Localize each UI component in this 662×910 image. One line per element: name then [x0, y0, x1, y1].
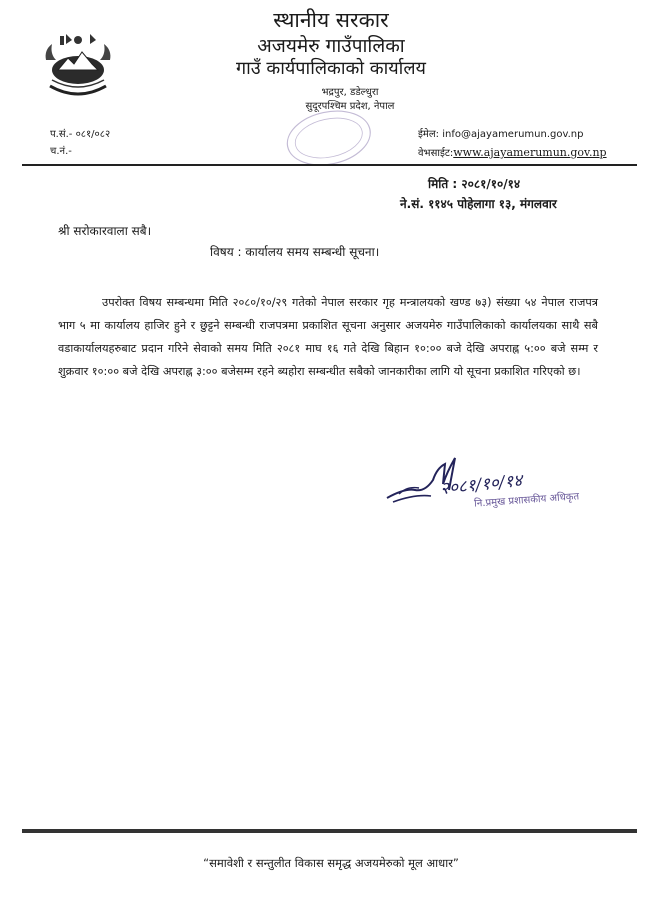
letter-date: मिति : २०८१/१०/१४ [428, 177, 521, 191]
header-office-name: गाउँ कार्यपालिकाको कार्यालय [236, 58, 426, 79]
email-label: ईमेल: [418, 129, 440, 140]
email-address[interactable]: info@ajayamerumun.gov.np [442, 129, 584, 140]
letter-body: उपरोक्त विषय सम्बन्धमा मिति २०८०/१०/२९ गतेको नेपाल सरकार गृह मन्त्रालयको खण्ड ७३) संख्या ५४ नेपाल राजपत्र भाग ५ मा कार्यालय हाजिर हुने र छुट्टने सम्बन्धी राजपत्रमा प्रकाशित सूचना अनुसार अजयमेरु गाउँपालिकाको कार्यालयका साथै सबै वडाकार्यालयहरुबाट प्रदान गरिने सेवाको समय मिति २०८१ माघ १६ गते देखि बिहान १०:०० बजे देखि अपराह्न ५:०० बजे सम्म र शुक्रवार १०:०० बजे देखि अपराह्न ३:०० बजेसम्म रहने ब्यहोरा सम्बन्धीत सबैको जानकारीका लागि यो सूचना प्रकाशित गरिएको छ। [58, 296, 598, 378]
contact-website [418, 145, 607, 159]
signatory-title-stamp: नि.प्रमुख प्रशासकीय अधिकृत [473, 491, 580, 510]
website-link[interactable]: www.ajayamerumun.gov.np [453, 146, 607, 159]
website-label: वेभसाईट: [418, 148, 454, 159]
header-municipality-name: अजयमेरु गाउँपालिका [257, 35, 405, 57]
nepal-samvat-date: ने.सं. ११४५ पोहेलागा १३, मंगलवार [400, 197, 557, 211]
letter-subject: विषय : कार्यालय समय सम्बन्धी सूचना। [210, 245, 380, 259]
signature-date: २०८१/१०/१४ [439, 470, 524, 500]
dispatch-number: च.नं.- [50, 146, 72, 157]
header-address-line1: भद्रपुर, डडेल्धुरा [321, 87, 379, 98]
footer-divider [22, 829, 637, 833]
contact-email [418, 126, 583, 140]
header-government-level: स्थानीय सरकार [273, 8, 389, 32]
letter-greeting: श्री सरोकारवाला सबै। [58, 224, 152, 238]
header-divider [22, 164, 637, 166]
footer-motto: “समावेशी र सन्तुलीत विकास समृद्ध अजयमेरुको मूल आधार” [203, 856, 459, 870]
header-address-line2: सुदूरपश्चिम प्रदेश, नेपाल [305, 101, 395, 112]
reference-number: प.सं.- ०८१/०८२ [50, 129, 111, 140]
